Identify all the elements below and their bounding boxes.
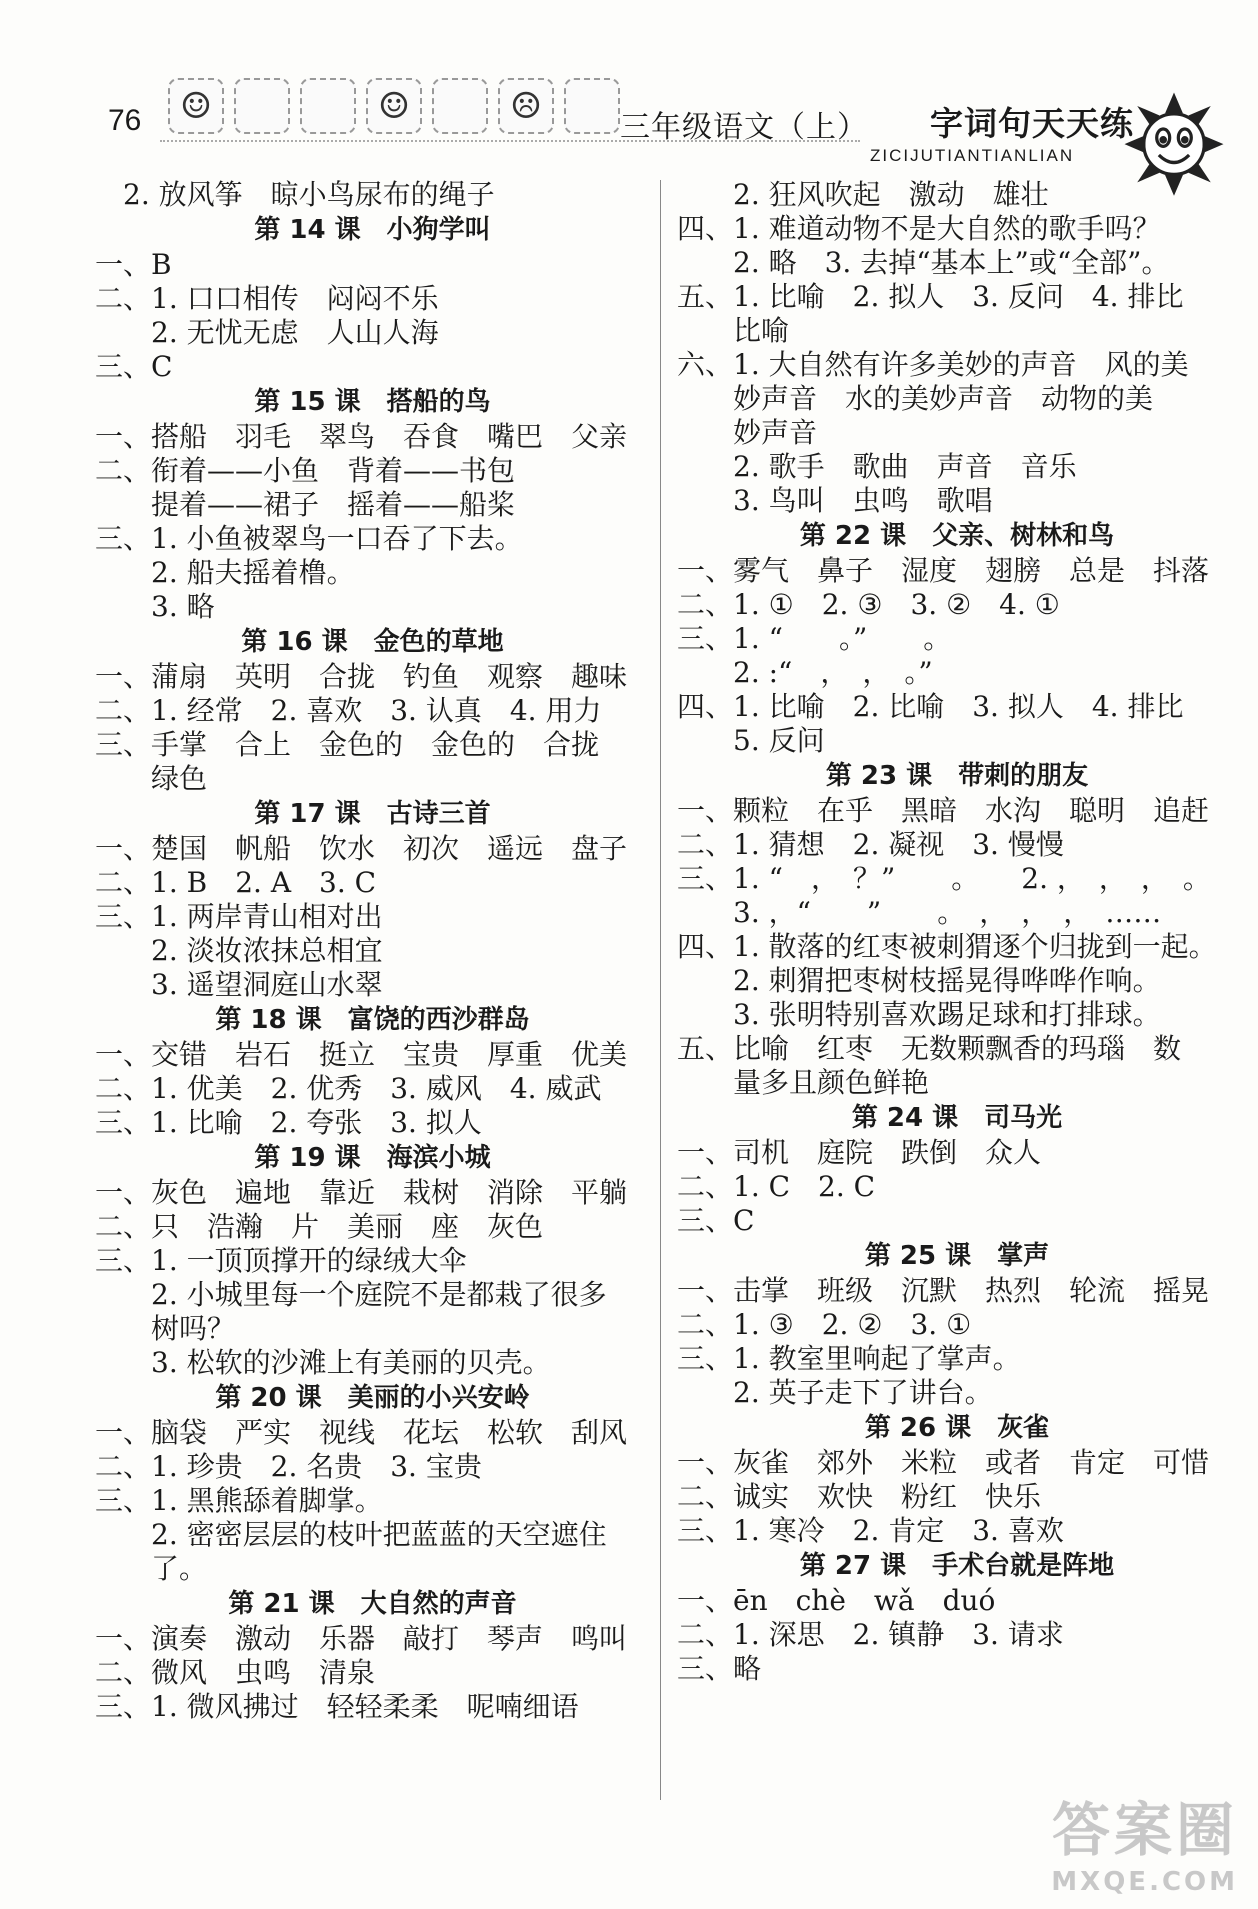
lesson-title: 第 18 课 富饶的西沙群岛 xyxy=(215,1005,530,1035)
answer-line xyxy=(677,1308,1237,1342)
answer-line xyxy=(677,212,1237,246)
answer-text: 衔着——小鱼 背着——书包 xyxy=(151,454,516,487)
question-marker: 三、 xyxy=(95,728,152,761)
answer-line xyxy=(677,382,1237,416)
question-marker: 一、 xyxy=(677,1274,734,1307)
answer-line xyxy=(95,1622,650,1656)
answer-line xyxy=(677,1584,1237,1618)
answer-line xyxy=(95,1278,650,1312)
question-marker: 一、 xyxy=(677,554,734,587)
question-marker: 一、 xyxy=(677,1136,734,1169)
question-marker: 一、 xyxy=(95,420,152,453)
question-marker: 三、 xyxy=(95,1690,152,1723)
answer-text: 1. 大自然有许多美妙的声音 风的美 xyxy=(733,348,1189,381)
answer-line xyxy=(677,1274,1237,1308)
question-marker: 一、 xyxy=(95,1176,152,1209)
question-marker: 一、 xyxy=(95,1038,152,1071)
answer-line xyxy=(95,660,650,694)
answer-line xyxy=(95,1484,650,1518)
answer-line xyxy=(677,1342,1237,1376)
answer-text: 1. 微风拂过 轻轻柔柔 呢喃细语 xyxy=(151,1690,579,1723)
answer-text: 2. 狂风吹起 激动 雄壮 xyxy=(677,178,1049,211)
answer-line xyxy=(95,1690,650,1724)
answer-line xyxy=(677,1446,1237,1480)
answer-line xyxy=(95,1518,650,1552)
lesson-title: 第 17 课 古诗三首 xyxy=(254,799,491,829)
answer-line xyxy=(95,522,650,556)
answer-line xyxy=(677,484,1237,518)
answer-text: 1. B 2. A 3. C xyxy=(151,866,377,899)
answer-text: 1. 珍贵 2. 名贵 3. 宝贵 xyxy=(151,1450,482,1483)
answer-text: 比喻 红枣 无数颗飘香的玛瑙 数 xyxy=(733,1032,1182,1065)
answer-text: 3. 松软的沙滩上有美丽的贝壳。 xyxy=(95,1346,551,1379)
answer-text: 1. 难道动物不是大自然的歌手吗？ xyxy=(733,212,1161,245)
answer-line xyxy=(677,280,1237,314)
answer-text: 略 xyxy=(733,1652,762,1685)
smiley-face-icon: ☺ xyxy=(168,78,224,134)
answer-text: 1. 比喻 2. 比喻 3. 拟人 4. 排比 xyxy=(733,690,1184,723)
answer-line xyxy=(95,282,650,316)
answer-line xyxy=(95,832,650,866)
answer-text: 1. 散落的红枣被刺猬逐个归拢到一起。 xyxy=(733,930,1217,963)
answer-text: 3. 略 xyxy=(95,590,215,623)
question-marker: 三、 xyxy=(95,522,152,555)
answer-line xyxy=(95,934,650,968)
lesson-title: 第 23 课 带刺的朋友 xyxy=(825,761,1089,791)
answer-text: 司机 庭院 跌倒 众人 xyxy=(733,1136,1042,1169)
answer-line xyxy=(95,454,650,488)
answer-line xyxy=(95,1106,650,1140)
answer-line xyxy=(677,246,1237,280)
answer-text: 搭船 羽毛 翠鸟 吞食 嘴巴 父亲 xyxy=(151,420,628,453)
answer-text: 2. 放风筝 晾小鸟尿布的绳子 xyxy=(95,178,495,211)
answer-text: 灰雀 郊外 米粒 或者 肯定 可惜 xyxy=(733,1446,1210,1479)
answer-text: 2. 英子走下了讲台。 xyxy=(677,1376,993,1409)
answer-text: 3. 张明特别喜欢踢足球和打排球。 xyxy=(677,998,1161,1031)
answer-line xyxy=(677,862,1237,896)
watermark xyxy=(1051,1783,1238,1897)
answer-text: 1. 小鱼被翠鸟一口吞了下去。 xyxy=(151,522,523,555)
answer-text: 量多且颜色鲜艳 xyxy=(677,1066,930,1099)
answer-text: 2. 船夫摇着橹。 xyxy=(95,556,355,589)
answer-line xyxy=(677,896,1237,930)
answer-line xyxy=(677,1514,1237,1548)
answer-line xyxy=(95,590,650,624)
series-title: 字词句天天练 xyxy=(930,104,1134,143)
question-marker: 一、 xyxy=(677,794,734,827)
blank-box-icon xyxy=(564,78,620,134)
answer-text: 1. 深思 2. 镇静 3. 请求 xyxy=(733,1618,1064,1651)
answer-text: C xyxy=(151,350,173,383)
page-header xyxy=(0,0,1258,180)
answer-line xyxy=(677,998,1237,1032)
blank-box-icon xyxy=(300,78,356,134)
question-marker: 一、 xyxy=(95,1416,152,1449)
answer-line xyxy=(677,1032,1237,1066)
answer-text: 2. 密密层层的枝叶把蓝蓝的天空遮住 xyxy=(95,1518,607,1551)
answer-text: 击掌 班级 沉默 热烈 轮流 摇晃 xyxy=(733,1274,1210,1307)
answer-line xyxy=(95,1072,650,1106)
question-marker: 一、 xyxy=(95,832,152,865)
answer-line xyxy=(95,1552,650,1586)
answer-text: 3. 鸟叫 虫鸣 歌唱 xyxy=(677,484,993,517)
question-marker: 二、 xyxy=(677,1308,734,1341)
answer-line xyxy=(677,1376,1237,1410)
answer-column-right xyxy=(677,178,1237,1686)
answer-text: 妙声音 xyxy=(677,416,818,449)
answer-text: 树吗？ xyxy=(95,1312,236,1345)
answer-text: C xyxy=(733,1204,755,1237)
answer-text: 交错 岩石 挺立 宝贵 厚重 优美 xyxy=(151,1038,628,1071)
lesson-title: 第 20 课 美丽的小兴安岭 xyxy=(215,1383,530,1413)
question-marker: 二、 xyxy=(95,282,152,315)
answer-line xyxy=(95,420,650,454)
decorative-face-row xyxy=(168,78,620,134)
question-marker: 二、 xyxy=(95,1656,152,1689)
answer-line xyxy=(95,968,650,1002)
question-marker: 一、 xyxy=(677,1584,734,1617)
answer-line xyxy=(677,930,1237,964)
question-marker: 二、 xyxy=(95,1072,152,1105)
lesson-title: 第 25 课 掌声 xyxy=(864,1241,1050,1271)
question-marker: 三、 xyxy=(677,1204,734,1237)
column-divider xyxy=(660,180,661,1800)
question-marker: 一、 xyxy=(95,660,152,693)
question-marker: 二、 xyxy=(677,1618,734,1651)
answer-text: 1. 黑熊舔着脚掌。 xyxy=(151,1484,383,1517)
question-marker: 六、 xyxy=(677,348,734,381)
answer-line xyxy=(95,866,650,900)
question-marker: 三、 xyxy=(95,350,152,383)
answer-text: 微风 虫鸣 清泉 xyxy=(151,1656,376,1689)
smiley-face-icon: ☺ xyxy=(366,78,422,134)
question-marker: 三、 xyxy=(677,1652,734,1685)
question-marker: 一、 xyxy=(95,248,152,281)
answer-text: 灰色 遍地 靠近 栽树 消除 平躺 xyxy=(151,1176,628,1209)
answer-line xyxy=(677,178,1237,212)
answer-text: 1. “ ， ？” 。 2. ， ， ， 。 xyxy=(733,862,1211,895)
question-marker: 二、 xyxy=(677,1170,734,1203)
question-marker: 二、 xyxy=(95,454,152,487)
answer-text: 2. 无忧无虑 人山人海 xyxy=(95,316,439,349)
answer-text: 1. 比喻 2. 夸张 3. 拟人 xyxy=(151,1106,482,1139)
lesson-title: 第 27 课 手术台就是阵地 xyxy=(799,1551,1115,1581)
answer-column-left xyxy=(95,178,650,1724)
answer-text: 1. 猜想 2. 凝视 3. 慢慢 xyxy=(733,828,1064,861)
lesson-title: 第 26 课 灰雀 xyxy=(864,1413,1050,1443)
page-number: 76 xyxy=(108,104,142,137)
answer-text: 妙声音 水的美妙声音 动物的美 xyxy=(677,382,1154,415)
question-marker: 五、 xyxy=(677,1032,734,1065)
lesson-title: 第 22 课 父亲、树林和鸟 xyxy=(799,521,1115,551)
watermark-logo-text: 答案圈 xyxy=(1051,1796,1238,1864)
answer-text: 雾气 鼻子 湿度 翅膀 总是 抖落 xyxy=(733,554,1210,587)
answer-text: 手掌 合上 金色的 金色的 合拢 xyxy=(151,728,600,761)
question-marker: 二、 xyxy=(95,866,152,899)
answer-line xyxy=(677,314,1237,348)
answer-text: 演奏 激动 乐器 敲打 琴声 鸣叫 xyxy=(151,1622,628,1655)
answer-line xyxy=(677,690,1237,724)
question-marker: 三、 xyxy=(677,622,734,655)
answer-line xyxy=(95,1210,650,1244)
question-marker: 四、 xyxy=(677,930,734,963)
answer-text: 提着——裙子 摇着——船桨 xyxy=(95,488,516,521)
question-marker: 三、 xyxy=(677,862,734,895)
answer-line xyxy=(677,588,1237,622)
question-marker: 四、 xyxy=(677,212,734,245)
answer-line xyxy=(677,794,1237,828)
answer-line xyxy=(95,762,650,796)
answer-line xyxy=(677,450,1237,484)
watermark-url: MXQE.COM xyxy=(1051,1867,1238,1897)
answer-line xyxy=(95,1312,650,1346)
answer-line xyxy=(677,656,1237,690)
question-marker: 三、 xyxy=(677,1514,734,1547)
question-marker: 二、 xyxy=(95,694,152,727)
answer-line xyxy=(677,1204,1237,1238)
answer-text: 2. 淡妆浓抹总相宜 xyxy=(95,934,383,967)
answer-line xyxy=(95,488,650,522)
answer-line xyxy=(677,964,1237,998)
answer-line xyxy=(677,724,1237,758)
answer-line xyxy=(95,1346,650,1380)
answer-text: 绿色 xyxy=(95,762,208,795)
answer-text: ēn chè wǎ duó xyxy=(733,1584,996,1617)
lesson-title: 第 19 课 海滨小城 xyxy=(254,1143,491,1173)
question-marker: 四、 xyxy=(677,690,734,723)
series-pinyin: ZICIJUTIANTIANLIAN xyxy=(870,146,1075,165)
question-marker: 二、 xyxy=(95,1210,152,1243)
answer-text: 1. “ 。” 。 xyxy=(733,622,952,655)
answer-text: 楚国 帆船 饮水 初次 遥远 盘子 xyxy=(151,832,628,865)
question-marker: 五、 xyxy=(677,280,734,313)
answer-text: 3. ，“ ” 。 ， ， ， …… xyxy=(677,896,1162,929)
answer-text: 2. 小城里每一个庭院不是都栽了很多 xyxy=(95,1278,607,1311)
lesson-title: 第 14 课 小狗学叫 xyxy=(254,215,491,245)
answer-line xyxy=(95,694,650,728)
answer-text: 1. 寒冷 2. 肯定 3. 喜欢 xyxy=(733,1514,1064,1547)
answer-line xyxy=(95,556,650,590)
answer-line xyxy=(95,1656,650,1690)
answer-line xyxy=(677,1066,1237,1100)
answer-text: 颗粒 在乎 黑暗 水沟 聪明 追赶 xyxy=(733,794,1210,827)
answer-line xyxy=(95,1416,650,1450)
question-marker: 二、 xyxy=(677,588,734,621)
blank-box-icon xyxy=(432,78,488,134)
answer-line xyxy=(95,316,650,350)
answer-text: 只 浩瀚 片 美丽 座 灰色 xyxy=(151,1210,544,1243)
answer-text: 1. 一顶顶撑开的绿绒大伞 xyxy=(151,1244,467,1277)
answer-line xyxy=(677,1652,1237,1686)
answer-line xyxy=(677,1480,1237,1514)
lesson-title: 第 15 课 搭船的鸟 xyxy=(254,387,491,417)
answer-text: 了。 xyxy=(95,1552,208,1585)
answer-line xyxy=(677,348,1237,382)
answer-line xyxy=(677,622,1237,656)
answer-text: 2. 刺猬把枣树枝摇晃得哗哗作响。 xyxy=(677,964,1161,997)
question-marker: 三、 xyxy=(95,1484,152,1517)
answer-text: 1. 口口相传 闷闷不乐 xyxy=(151,282,439,315)
answer-line xyxy=(677,1170,1237,1204)
answer-text: 1. C 2. C xyxy=(733,1170,876,1203)
answer-text: 2. 略 3. 去掉“基本上”或“全部”。 xyxy=(677,246,1170,279)
answer-line xyxy=(95,178,650,212)
answer-text: 2. :“ ， ， 。” xyxy=(677,656,933,689)
answer-text: 1. 经常 2. 喜欢 3. 认真 4. 用力 xyxy=(151,694,602,727)
question-marker: 三、 xyxy=(95,1106,152,1139)
answer-text: 2. 歌手 歌曲 声音 音乐 xyxy=(677,450,1077,483)
answer-line xyxy=(677,554,1237,588)
question-marker: 二、 xyxy=(677,1480,734,1513)
answer-line xyxy=(677,1618,1237,1652)
answer-line xyxy=(95,1038,650,1072)
answer-line xyxy=(95,900,650,934)
answer-text: 脑袋 严实 视线 花坛 松软 刮风 xyxy=(151,1416,628,1449)
answer-text: 5. 反问 xyxy=(677,724,825,757)
answer-line xyxy=(677,416,1237,450)
answer-text: 1. 两岸青山相对出 xyxy=(151,900,383,933)
answer-line xyxy=(95,728,650,762)
question-marker: 三、 xyxy=(677,1342,734,1375)
question-marker: 二、 xyxy=(677,828,734,861)
answer-line xyxy=(95,1244,650,1278)
answer-text: 3. 遥望洞庭山水翠 xyxy=(95,968,383,1001)
answer-text: 1. 优美 2. 优秀 3. 威风 4. 威武 xyxy=(151,1072,602,1105)
answer-line xyxy=(95,1450,650,1484)
question-marker: 一、 xyxy=(95,1622,152,1655)
question-marker: 一、 xyxy=(677,1446,734,1479)
question-marker: 二、 xyxy=(95,1450,152,1483)
answer-text: 1. 教室里响起了掌声。 xyxy=(733,1342,1021,1375)
question-marker: 三、 xyxy=(95,1244,152,1277)
lesson-title: 第 21 课 大自然的声音 xyxy=(228,1589,517,1619)
answer-line xyxy=(677,828,1237,862)
answer-line xyxy=(95,350,650,384)
lesson-title: 第 24 课 司马光 xyxy=(851,1103,1063,1133)
sad-face-icon: ☹ xyxy=(498,78,554,134)
answer-text: 1. 比喻 2. 拟人 3. 反问 4. 排比 xyxy=(733,280,1184,313)
answer-text: B xyxy=(151,248,172,281)
answer-text: 蒲扇 英明 合拢 钓鱼 观察 趣味 xyxy=(151,660,628,693)
answer-line xyxy=(677,1136,1237,1170)
lesson-title: 第 16 课 金色的草地 xyxy=(241,627,504,657)
book-title: 三年级语文（上） xyxy=(620,110,868,145)
answer-text: 比喻 xyxy=(677,314,790,347)
answer-text: 诚实 欢快 粉红 快乐 xyxy=(733,1480,1042,1513)
answer-text: 1. ① 2. ③ 3. ② 4. ① xyxy=(733,588,1060,621)
blank-box-icon xyxy=(234,78,290,134)
answer-line xyxy=(95,248,650,282)
answer-text: 1. ③ 2. ② 3. ① xyxy=(733,1308,972,1341)
question-marker: 三、 xyxy=(95,900,152,933)
answer-line xyxy=(95,1176,650,1210)
